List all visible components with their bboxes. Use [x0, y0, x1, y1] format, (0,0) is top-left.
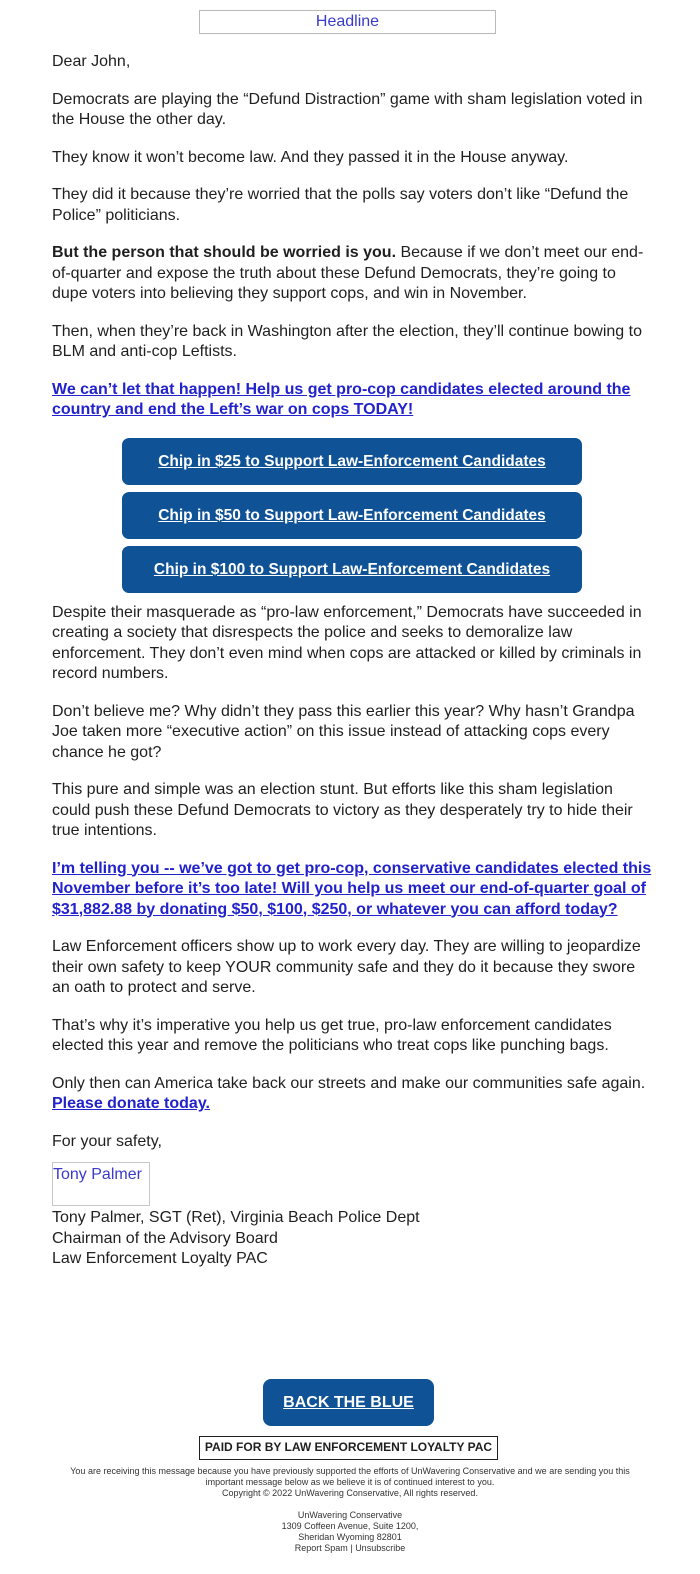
greeting: Dear John, [52, 53, 131, 70]
paragraph-11 [52, 1074, 652, 1115]
paragraph-1: Democrats are playing the “Defund Distraction” game with sham legislation voted in the House the other day. [52, 90, 643, 128]
signature-name: Tony Palmer, SGT (Ret), Virginia Beach Police Dept [52, 1209, 420, 1226]
closing: For your safety, [52, 1132, 162, 1150]
goal-donate-link[interactable]: I’m telling you -- we’ve got to get pro-cop, conservative candidates elected this November before it’s too late! Will you help us meet our end-of-quarter goal of $31,882.88 by donating $50, $100, $250, or whatever you can afford today? [52, 859, 652, 918]
paragraph-4-bold: But the person that should be worried is you. [52, 244, 397, 261]
footer-copyright: Copyright © 2022 UnWavering Conservative, All rights reserved. [222, 1488, 478, 1498]
chip-100-button[interactable]: Chip in $100 to Support Law-Enforcement Candidates [122, 546, 582, 593]
paragraph-9: Law Enforcement officers show up to work every day. They are willing to jeopardize their own safety to keep YOUR community safe and they do it because they swore an oath to protect and serve. [52, 938, 641, 996]
paid-for-disclaimer: PAID FOR BY LAW ENFORCEMENT LOYALTY PAC [199, 1436, 498, 1460]
paragraph-8: This pure and simple was an election stunt. But efforts like this sham legislation could push these Defund Democrats to victory as they desperately try to hide their true intentions. [52, 781, 633, 839]
paragraph-2: They know it won’t become law. And they passed it in the House anyway. [52, 148, 569, 166]
footer-notice: You are receiving this message because you have previously supported the efforts of UnWavering Conservative and we are sending you this important message below as we believe it is of continued interest to you. [70, 1466, 630, 1487]
paragraph-4-rest: Because if we don’t meet our end-of-quarter and expose the truth about these Defund Democrats, they’re going to dupe voters into believing they support cops, and win in November. [52, 244, 644, 302]
headline-image[interactable]: Headline [199, 10, 496, 34]
back-the-blue-button[interactable]: BACK THE BLUE [263, 1379, 434, 1426]
email-body [52, 52, 652, 1270]
signature-title: Chairman of the Advisory Board [52, 1229, 278, 1247]
help-elect-link[interactable]: We can’t let that happen! Help us get pro-cop candidates elected around the country and end the Left’s war on cops TODAY! [52, 380, 631, 418]
please-donate-link[interactable]: Please donate today. [52, 1095, 210, 1112]
paragraph-10: That’s why it’s imperative you help us get true, pro-law enforcement candidates elected this year and remove the politicians who treat cops like punching bags. [52, 1016, 612, 1054]
signature-org: Law Enforcement Loyalty PAC [52, 1250, 268, 1267]
paragraph-6: Despite their masquerade as “pro-law enforcement,” Democrats have succeeded in creating a society that disrespects the police and seeks to demoralize law enforcement. They don’t even mind when cops are attacked or killed by criminals in record numbers. [52, 603, 642, 682]
footer [52, 1466, 648, 1554]
chip-50-button[interactable]: Chip in $50 to Support Law-Enforcement Candidates [122, 492, 582, 539]
signature-block [52, 1208, 652, 1270]
paragraph-3: They did it because they’re worried that the polls say voters don’t like “Defund the Police” politicians. [52, 186, 629, 224]
report-spam-link[interactable]: Report Spam [294, 1543, 348, 1553]
paragraph-4 [52, 243, 652, 305]
footer-separator: | [350, 1543, 353, 1553]
donation-buttons [52, 438, 652, 593]
paragraph-11-text: Only then can America take back our streets and make our communities safe again. [52, 1074, 646, 1092]
paragraph-7: Don’t believe me? Why didn’t they pass this earlier this year? Why hasn’t Grandpa Joe taken more “executive action” on this issue instead of attacking cops every chance he got? [52, 702, 635, 761]
link-paragraph-2 [52, 859, 652, 921]
footer-links [52, 1543, 648, 1554]
signature-image: Tony Palmer [52, 1162, 150, 1206]
footer-address-1: 1309 Coffeen Avenue, Suite 1200, [281, 1521, 419, 1531]
unsubscribe-link[interactable]: Unsubscribe [355, 1543, 406, 1553]
footer-org: UnWavering Conservative [297, 1510, 403, 1520]
chip-25-button[interactable]: Chip in $25 to Support Law-Enforcement Candidates [122, 438, 582, 485]
footer-address-2: Sheridan Wyoming 82801 [298, 1532, 402, 1542]
link-paragraph-1 [52, 380, 652, 421]
paragraph-5: Then, when they’re back in Washington after the election, they’ll continue bowing to BLM and anti-cop Leftists. [52, 322, 642, 360]
